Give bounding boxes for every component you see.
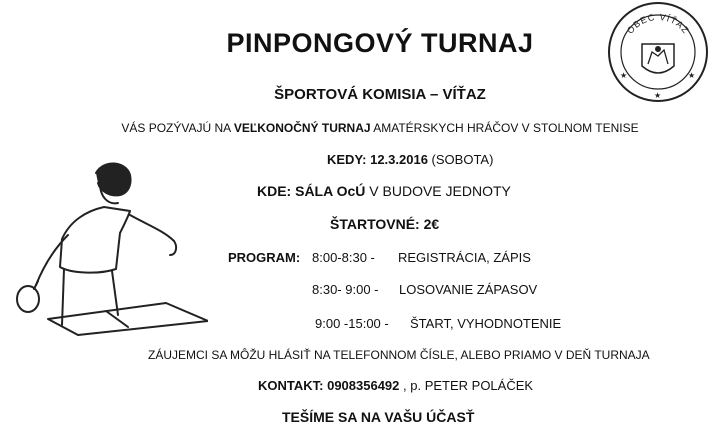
- program-item-time: 9:00 -15:00 -: [315, 316, 389, 331]
- organizer-subtitle: ŠPORTOVÁ KOMISIA – VÍŤAZ: [274, 86, 486, 103]
- program-item-activity: ŠTART, VYHODNOTENIE: [410, 316, 562, 331]
- when-date: 12.3.2016: [366, 152, 428, 167]
- contact-person: , p. PETER POLÁČEK: [399, 378, 534, 393]
- contact-phone: 0908356492: [323, 378, 400, 393]
- svg-text:★: ★: [620, 71, 628, 80]
- invitation-prefix: VÁS POZÝVAJÚ NA: [121, 121, 234, 135]
- contact-label: KONTAKT:: [258, 378, 324, 393]
- invitation-suffix: AMATÉRSKYCH HRÁČOV V STOLNOM TENISE: [370, 121, 639, 135]
- svg-text:★: ★: [688, 71, 696, 80]
- program-item-time: 8:30- 9:00 -: [312, 282, 379, 297]
- when-line: [327, 152, 493, 167]
- program-item-activity: REGISTRÁCIA, ZÁPIS: [398, 250, 531, 265]
- table-tennis-player-illustration: [8, 155, 208, 345]
- fee-label: ŠTARTOVNÉ: 2€: [330, 216, 440, 232]
- when-label: KEDY:: [327, 152, 367, 167]
- where-label: KDE: SÁLA OcÚ: [257, 183, 366, 199]
- fee-line: [330, 216, 439, 232]
- program-item-time: 8:00-8:30 -: [312, 250, 375, 265]
- seal-text: OBEC VÍŤAZ: [624, 11, 692, 36]
- invitation-line: [0, 121, 720, 135]
- where-line: [257, 183, 511, 199]
- registration-note: ZÁUJEMCI SA MÔŽU HLÁSIŤ NA TELEFONNOM ČÍSLE, ALEBO PRIAMO V DEŇ TURNAJA: [148, 348, 650, 362]
- event-title: PINPONGOVÝ TURNAJ: [226, 28, 534, 58]
- closing-line: TEŠÍME SA NA VAŠU ÚČASŤ: [282, 409, 475, 425]
- program-label: PROGRAM:: [228, 250, 301, 265]
- where-place: V BUDOVE JEDNOTY: [365, 183, 511, 199]
- svg-text:★: ★: [654, 91, 662, 100]
- when-day: (SOBOTA): [427, 152, 494, 167]
- invitation-event-name: VEĽKONOČNÝ TURNAJ: [233, 121, 371, 135]
- program-item-activity: LOSOVANIE ZÁPASOV: [399, 282, 538, 297]
- contact-line: [258, 378, 533, 393]
